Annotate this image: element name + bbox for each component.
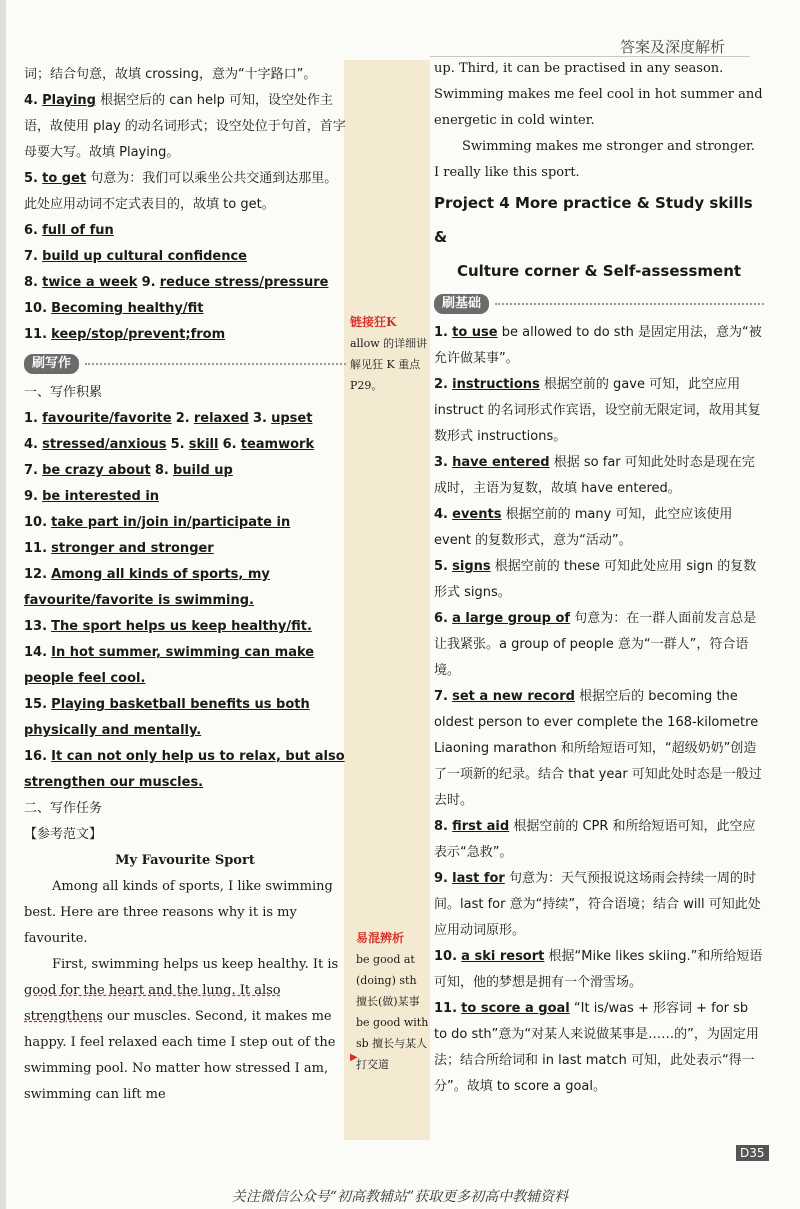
- essay-p2-end: our muscles. Second, it makes me happy. I feel relaxed each time I step out of the swimming pool. No matter how stressed I am, swimming can lift me: [24, 1009, 336, 1102]
- item-number: 6.: [24, 223, 38, 238]
- project-title-line-1: Project 4 More practice & Study skills &: [434, 194, 753, 246]
- answer-item: [24, 296, 346, 322]
- answer-item: [24, 244, 346, 270]
- item-answer: full of fun: [42, 223, 114, 238]
- link-note: [350, 312, 430, 396]
- item-explanation: 根据空后的 can help 可知，设空处作主语，故使用 play 的动名词形式；设空处位于句首，首字母要大写。故填 Playing。: [24, 93, 346, 160]
- answer-item: [24, 322, 346, 348]
- answer-item: [24, 640, 346, 692]
- item-answer: to use: [452, 325, 498, 340]
- essay-continued-2: Swimming makes me stronger and stronger. I really like this sport.: [434, 139, 755, 180]
- item-number: 9.: [434, 871, 448, 886]
- writing-badge: 刷写作: [24, 354, 79, 374]
- item-number: 4.: [434, 507, 448, 522]
- confuse-note: [356, 928, 430, 1075]
- item-number: 7.: [24, 463, 38, 478]
- item-number: 11.: [24, 327, 48, 342]
- answer-item: [24, 270, 346, 296]
- item-explanation: 根据空前的 gave 可知，此空应用 instruct 的名词形式作宾语，设空前无限定词，故用其复数形式 instructions。: [434, 377, 761, 444]
- item-explanation: 根据“Mike likes skiing.”和所给短语可知，他的梦想是拥有一个滑雪场。: [434, 949, 763, 990]
- item-answer: teamwork: [240, 437, 315, 452]
- writing-answer-list: [24, 406, 346, 796]
- essay-p2-start: First, swimming helps us keep healthy. It is: [52, 957, 339, 972]
- answer-item: [434, 502, 764, 554]
- item-number: 9.: [24, 489, 38, 504]
- item-number: 10.: [24, 515, 48, 530]
- answer-item: [24, 536, 346, 562]
- essay-paragraph-2: [24, 952, 346, 1108]
- essay-continued-1: up. Third, it can be practised in any season. Swimming makes me feel cool in hot summer and energetic in cold winter.: [434, 61, 763, 128]
- item-number: 11.: [24, 541, 48, 556]
- dotted-divider: [495, 303, 764, 305]
- answer-item: [24, 432, 346, 458]
- item-answer: In hot summer, swimming can make people feel cool.: [24, 645, 315, 686]
- answer-item: [24, 692, 346, 744]
- item-number: 8.: [434, 819, 448, 834]
- item-answer: Becoming healthy/fit: [51, 301, 204, 316]
- item-number: 2.: [175, 411, 190, 426]
- page-number: D35: [736, 1145, 769, 1161]
- item-explanation: 句意为：天气预报说这场雨会持续一周的时间。last for 意为“持续”，符合语境；结合 will 可知此处应用动词原形。: [434, 871, 761, 938]
- item-number: 13.: [24, 619, 48, 634]
- item-number: 12.: [24, 567, 48, 582]
- link-note-text: allow 的详细讲解见狂 K 重点 P29。: [350, 337, 428, 392]
- answer-item: [434, 814, 764, 866]
- page-edge: [0, 0, 6, 1209]
- item-answer: twice a week: [42, 275, 138, 290]
- left-answer-list: [24, 88, 346, 348]
- item-answer: It can not only help us to relax, but also strengthen our muscles.: [24, 749, 345, 790]
- item-answer: favourite/favorite: [42, 411, 172, 426]
- item-answer: signs: [452, 559, 491, 574]
- answer-item: [434, 684, 764, 814]
- item-explanation: “It is/was + 形容词 + for sb to do sth”意为“对某人来说做某事是……的”，为固定用法；结合所给词和 in last match 可知，此处表示“得一分”。故填 to score a goal。: [434, 1001, 759, 1094]
- item-answer: build up cultural confidence: [42, 249, 247, 264]
- answer-item: [24, 406, 346, 432]
- item-answer: stressed/anxious: [42, 437, 167, 452]
- answer-item: [434, 450, 764, 502]
- item-answer: upset: [271, 411, 313, 426]
- answer-item: [434, 372, 764, 450]
- item-answer: a ski resort: [461, 949, 545, 964]
- basic-badge: 刷基础: [434, 294, 489, 314]
- answer-item: [24, 744, 346, 796]
- item-number: 10.: [24, 301, 48, 316]
- item-explanation: 句意为：在一群人面前发言总是让我紧张。a group of people 意为“一群人”，符合语境。: [434, 611, 757, 678]
- item-number: 4.: [24, 93, 38, 108]
- item-explanation: 根据空前的 many 可知，此空应该使用 event 的复数形式，意为“活动”。: [434, 507, 733, 548]
- item-number: 14.: [24, 645, 48, 660]
- item-answer: Among all kinds of sports, my favourite/favorite is swimming.: [24, 567, 270, 608]
- item-number: 9.: [141, 275, 156, 290]
- pointer-arrow-icon: ▶: [350, 1052, 358, 1063]
- item-answer: keep/stop/prevent;from: [51, 327, 226, 342]
- item-number: 4.: [24, 437, 38, 452]
- item-number: 6.: [222, 437, 237, 452]
- essay-paragraph-1: Among all kinds of sports, I like swimming best. Here are three reasons why it is my favourite.: [24, 879, 333, 946]
- answer-item: [24, 218, 346, 244]
- item-explanation: 根据 so far 可知此处时态是现在完成时，主语为复数，故填 have entered。: [434, 455, 755, 496]
- section-task: 二、写作任务: [24, 801, 103, 816]
- item-number: 8.: [154, 463, 169, 478]
- item-answer: a large group of: [452, 611, 571, 626]
- item-number: 2.: [434, 377, 448, 392]
- item-answer: skill: [188, 437, 219, 452]
- item-explanation: 根据空后的 becoming the oldest person to ever complete the 168-kilometre Liaoning marathon 和所给短语可知，“超级奶奶”创造了一项新的纪录。结合 that year 可知此处时态是一般过去时。: [434, 689, 762, 808]
- item-answer: relaxed: [193, 411, 249, 426]
- item-answer: build up: [172, 463, 233, 478]
- item-explanation: 句意为：我们可以乘坐公共交通到达那里。此处应用动词不定式表目的，故填 to get。: [24, 171, 338, 212]
- link-note-title: 链接狂K: [350, 315, 397, 329]
- item-answer: to get: [42, 171, 87, 186]
- item-answer: to score a goal: [461, 1001, 570, 1016]
- item-answer: stronger and stronger: [51, 541, 214, 556]
- answer-item: [434, 554, 764, 606]
- answer-item: [434, 866, 764, 944]
- footer-note: 关注微信公众号“初高教辅站”获取更多初高中教辅资料: [231, 1189, 569, 1205]
- item-answer: last for: [452, 871, 505, 886]
- item-answer: have entered: [452, 455, 550, 470]
- answer-item: [434, 606, 764, 684]
- answer-item: [24, 88, 346, 166]
- item-explanation: be allowed to do sth 是固定用法，意为“被允许做某事”。: [434, 325, 762, 366]
- item-explanation: 根据空前的 these 可知此处应用 sign 的复数形式 signs。: [434, 559, 757, 600]
- item-answer: The sport helps us keep healthy/fit.: [51, 619, 312, 634]
- project-title-line-2: Culture corner & Self-assessment: [456, 262, 742, 280]
- item-number: 1.: [24, 411, 38, 426]
- right-column: [434, 56, 764, 1100]
- reference-label: 【参考范文】: [24, 827, 103, 842]
- item-answer: Playing basketball benefits us both physically and mentally.: [24, 697, 310, 738]
- item-number: 16.: [24, 749, 48, 764]
- item-number: 6.: [434, 611, 448, 626]
- left-column: [24, 62, 346, 1108]
- section-accumulation: 一、写作积累: [24, 385, 103, 400]
- answer-item: [434, 320, 764, 372]
- answer-item: [434, 996, 764, 1100]
- item-number: 3.: [252, 411, 267, 426]
- item-number: 8.: [24, 275, 38, 290]
- answer-item: [434, 944, 764, 996]
- answer-item: [24, 166, 346, 218]
- dotted-divider: [85, 363, 346, 365]
- item-answer: be crazy about: [42, 463, 151, 478]
- confuse-note-title: 易混辨析: [356, 931, 405, 945]
- item-number: 3.: [434, 455, 448, 470]
- answer-item: [24, 484, 346, 510]
- basic-badge-row: [434, 294, 764, 314]
- writing-badge-row: [24, 354, 346, 374]
- item-answer: take part in/join in/participate in: [51, 515, 291, 530]
- item-answer: set a new record: [452, 689, 575, 704]
- essay-p2-highlight: good for the heart and the lung. It also strengthens: [24, 983, 281, 1024]
- item-answer: reduce stress/pressure: [159, 275, 329, 290]
- item-number: 7.: [434, 689, 448, 704]
- right-answer-list: [434, 320, 764, 1100]
- item-number: 5.: [434, 559, 448, 574]
- section-header: 答案及深度解析: [620, 38, 726, 56]
- item-answer: first aid: [452, 819, 510, 834]
- answer-item: [24, 458, 346, 484]
- item-number: 5.: [170, 437, 185, 452]
- confuse-note-text: be good at (doing) sth 擅长(做)某事 be good with sb 擅长与某人打交道: [356, 953, 429, 1071]
- answer-item: [24, 510, 346, 536]
- item-number: 11.: [434, 1001, 458, 1016]
- item-number: 1.: [434, 325, 448, 340]
- item-answer: be interested in: [42, 489, 160, 504]
- intro-text: 词；结合句意，故填 crossing，意为“十字路口”。: [24, 67, 317, 82]
- item-number: 10.: [434, 949, 458, 964]
- answer-item: [24, 614, 346, 640]
- item-explanation: 根据空前的 CPR 和所给短语可知，此空应表示“急救”。: [434, 819, 756, 860]
- item-answer: instructions: [452, 377, 540, 392]
- item-answer: Playing: [42, 93, 96, 108]
- essay-title: My Favourite Sport: [115, 853, 255, 868]
- item-number: 15.: [24, 697, 48, 712]
- answer-item: [24, 562, 346, 614]
- item-answer: events: [452, 507, 502, 522]
- item-number: 5.: [24, 171, 38, 186]
- item-number: 7.: [24, 249, 38, 264]
